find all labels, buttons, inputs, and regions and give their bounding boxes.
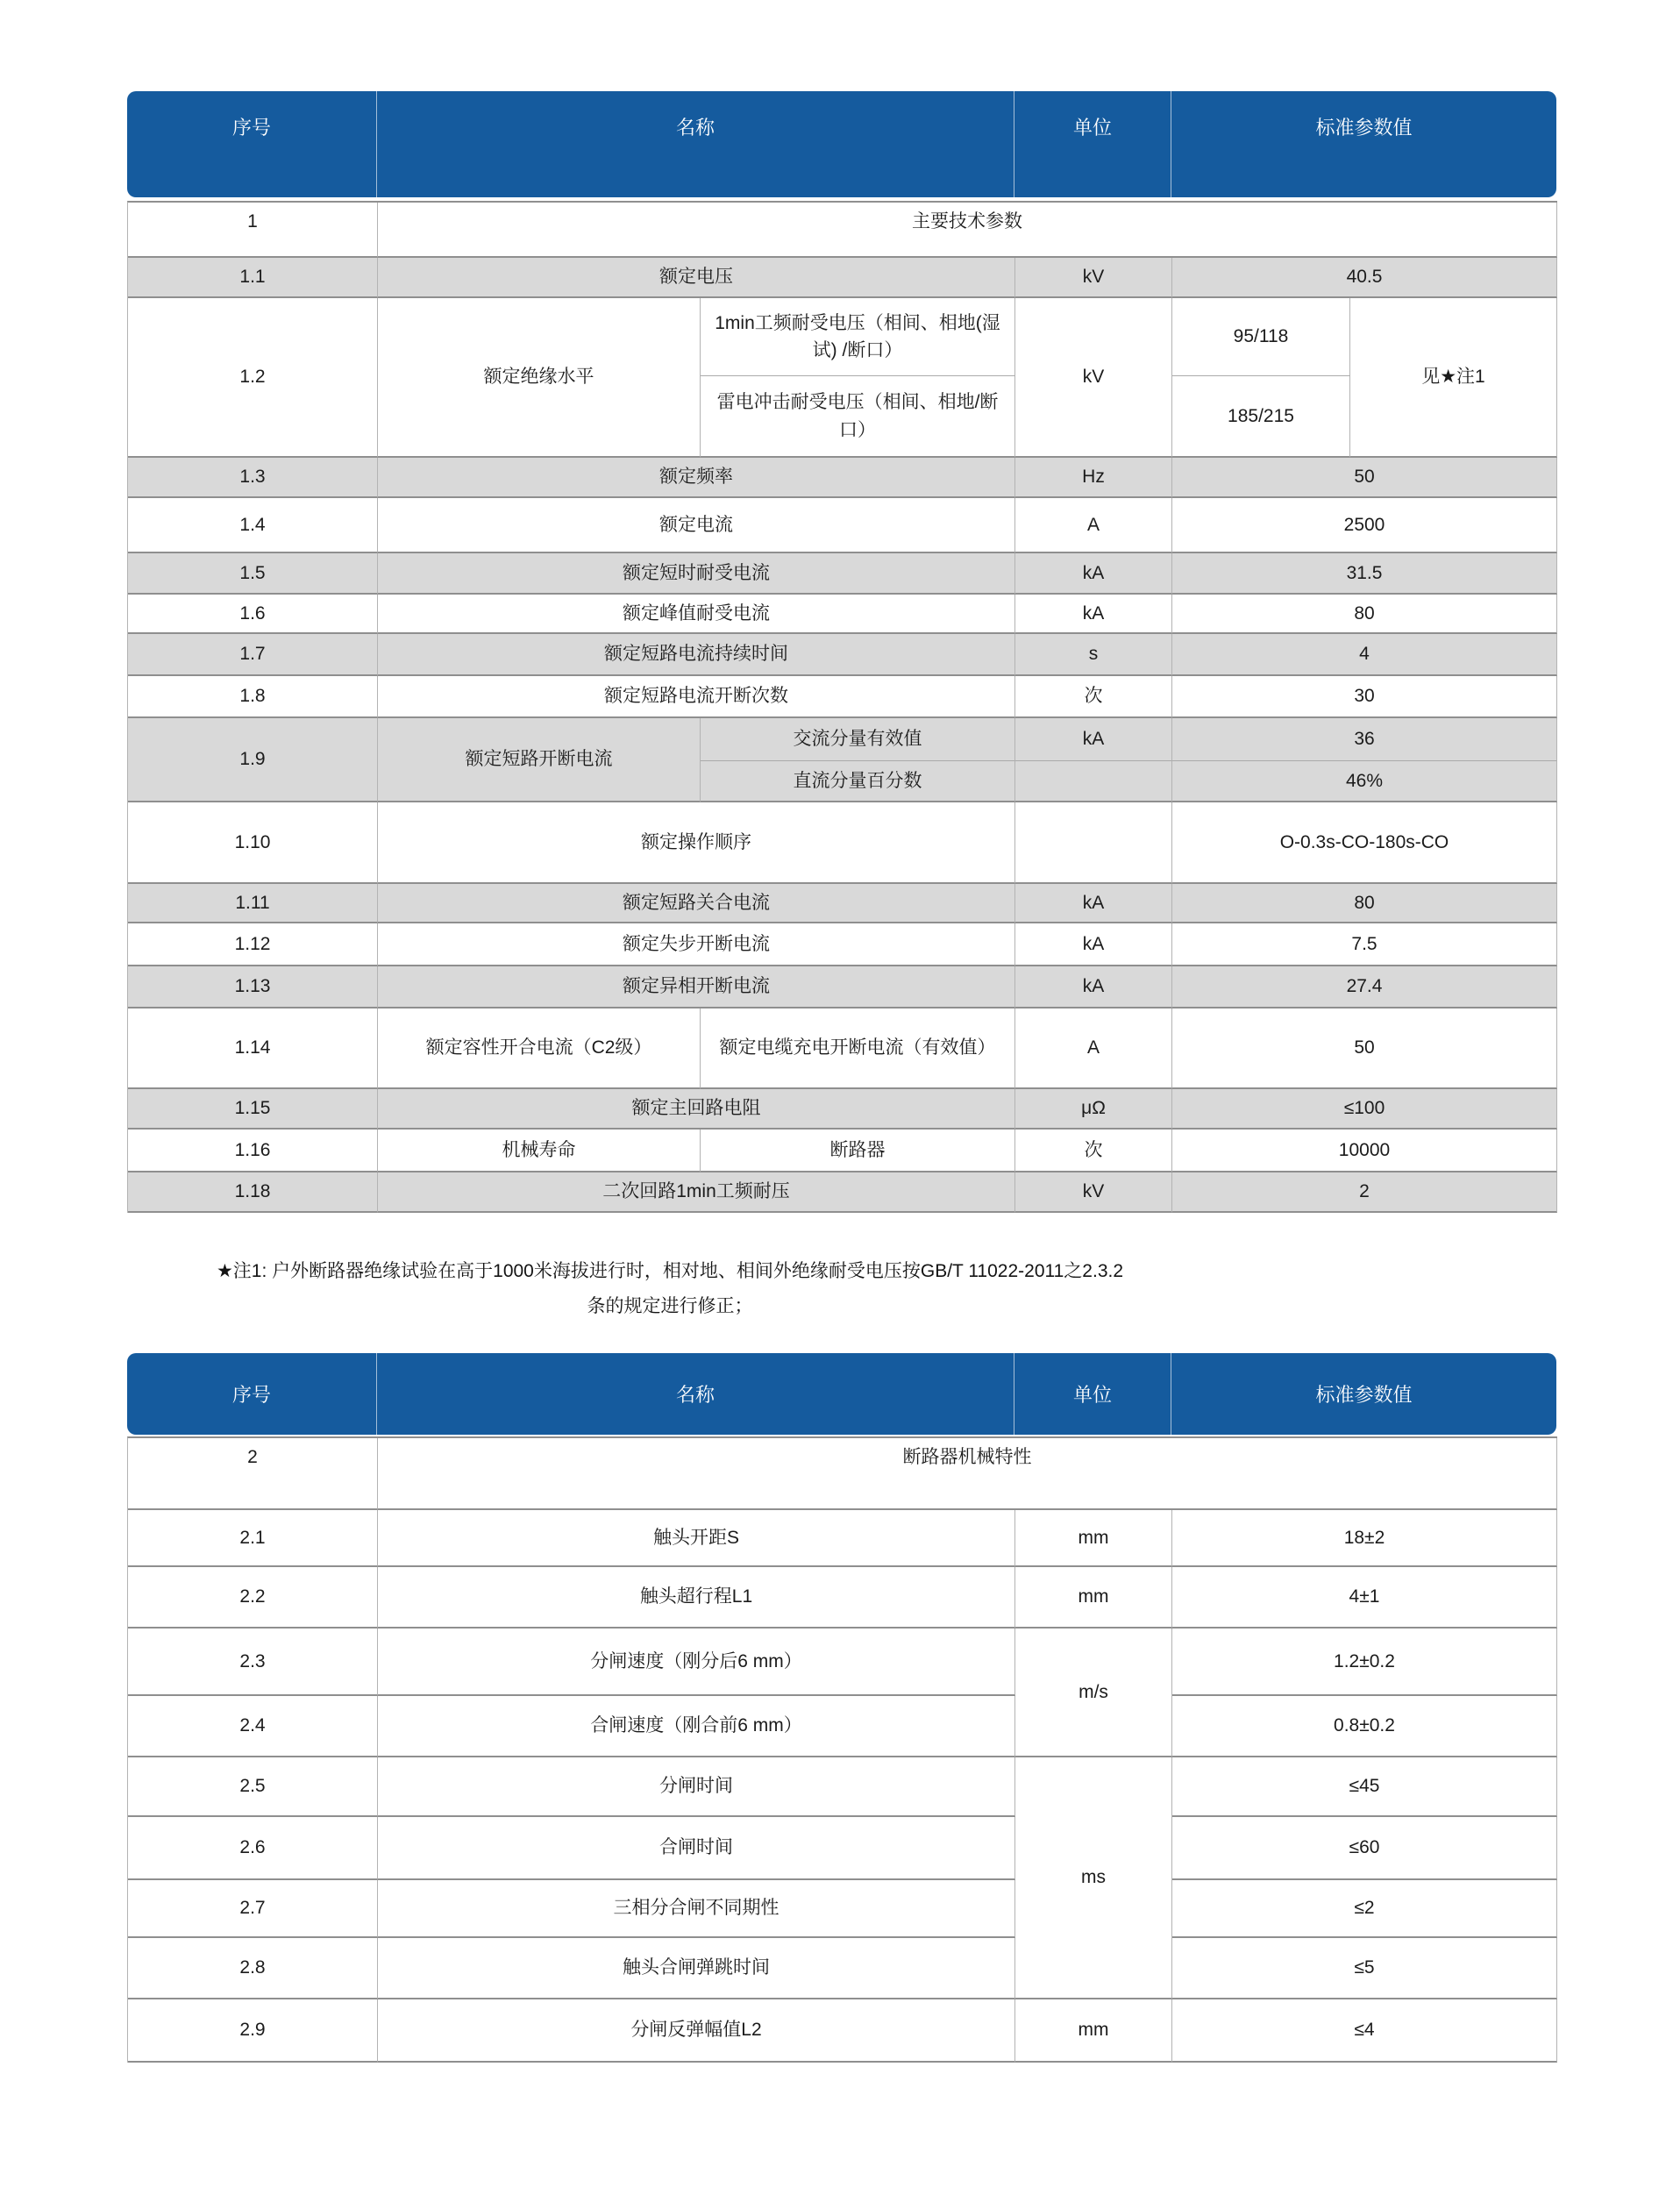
row-1.14-name-a: 额定容性开合电流（C2级） [378, 1008, 701, 1089]
row-1.11-unit: kA [1015, 884, 1172, 923]
row-2.2-name: 触头超行程L1 [378, 1567, 1015, 1629]
row-2.9-unit: mm [1015, 1999, 1172, 2063]
header2-col-serial: 序号 [127, 1353, 377, 1435]
row-1.7-name: 额定短路电流持续时间 [378, 634, 1015, 676]
row-2.4-name: 合闸速度（刚合前6 mm） [378, 1696, 1015, 1757]
row-1.6-unit: kA [1015, 595, 1172, 634]
footnote-1 [127, 1254, 1213, 1324]
header2-col-name: 名称 [377, 1353, 1014, 1435]
unit-speed-merged: m/s [1015, 1629, 1172, 1757]
row-2.1-name: 触头开距S [378, 1510, 1015, 1567]
row-1.15-name: 额定主回路电阻 [378, 1089, 1015, 1130]
row-1.11-value: 80 [1172, 884, 1557, 923]
row-1-serial: 1 [128, 203, 378, 258]
row-1.1-value: 40.5 [1172, 258, 1557, 298]
row-2.4-value: 0.8±0.2 [1172, 1696, 1557, 1757]
row-1.12-serial: 1.12 [128, 923, 378, 966]
row-2.3-serial: 2.3 [128, 1629, 378, 1696]
row-2.6-value: ≤60 [1172, 1817, 1557, 1880]
footnote-1-line-2: 条的规定进行修正； [587, 1296, 753, 1316]
row-2.8-value: ≤5 [1172, 1938, 1557, 1999]
row-1.12-value: 7.5 [1172, 923, 1557, 966]
row-1.5-serial: 1.5 [128, 553, 378, 595]
row-2.1-value: 18±2 [1172, 1510, 1557, 1567]
row-2.7-name: 三相分合闸不同期性 [378, 1880, 1015, 1938]
unit-time-merged: ms [1015, 1757, 1172, 1999]
row-2.3-name: 分闸速度（刚分后6 mm） [378, 1629, 1015, 1696]
row-1.9-subname-1: 交流分量有效值 [701, 718, 1015, 761]
row-1.16-serial: 1.16 [128, 1130, 378, 1172]
row-1.2-subname-1: 1min工频耐受电压（相间、相地(湿试) /断口） [701, 298, 1015, 376]
row-2.9-serial: 2.9 [128, 1999, 378, 2063]
row-1.2-subname-2: 雷电冲击耐受电压（相间、相地/断口） [701, 376, 1015, 458]
row-2.7-serial: 2.7 [128, 1880, 378, 1938]
row-1.13-name: 额定异相开断电流 [378, 966, 1015, 1008]
row-2.7-value: ≤2 [1172, 1880, 1557, 1938]
row-2.2-unit: mm [1015, 1567, 1172, 1629]
header-col-unit: 单位 [1014, 91, 1171, 197]
row-1.18-name: 二次回路1min工频耐压 [378, 1172, 1015, 1213]
row-1.4-serial: 1.4 [128, 498, 378, 553]
row-1.6-value: 80 [1172, 595, 1557, 634]
row-1.13-value: 27.4 [1172, 966, 1557, 1008]
row-1.5-name: 额定短时耐受电流 [378, 553, 1015, 595]
row-1.14-value: 50 [1172, 1008, 1557, 1089]
row-2-serial: 2 [128, 1438, 378, 1510]
row-1.3-unit: Hz [1015, 458, 1172, 498]
row-1.9-value-1: 36 [1172, 718, 1557, 761]
mechanical-table [127, 1436, 1557, 2063]
main-parameters-table [127, 201, 1557, 1213]
main-parameters-table-header [127, 91, 1556, 197]
row-2.2-value: 4±1 [1172, 1567, 1557, 1629]
row-1.13-serial: 1.13 [128, 966, 378, 1008]
row-1.8-name: 额定短路电流开断次数 [378, 676, 1015, 718]
row-1.13-unit: kA [1015, 966, 1172, 1008]
row-1.2-value-2: 185/215 [1172, 376, 1350, 458]
row-2.5-name: 分闸时间 [378, 1757, 1015, 1817]
row-1.8-unit: 次 [1015, 676, 1172, 718]
row-1.11-name: 额定短路关合电流 [378, 884, 1015, 923]
row-1.8-serial: 1.8 [128, 676, 378, 718]
footnote-1-line-1: ★注1: 户外断路器绝缘试验在高于1000米海拔进行时，相对地、相间外绝缘耐受电压按GB/T 11022-2011之2.3.2 [216, 1261, 1124, 1281]
row-1.9-unit-2-empty [1015, 761, 1172, 802]
row-2.5-serial: 2.5 [128, 1757, 378, 1817]
header-col-serial: 序号 [127, 91, 377, 197]
row-1.4-unit: A [1015, 498, 1172, 553]
row-1.8-value: 30 [1172, 676, 1557, 718]
row-1.3-name: 额定频率 [378, 458, 1015, 498]
mechanical-table-header [127, 1353, 1556, 1435]
header-col-name: 名称 [377, 91, 1014, 197]
row-2.6-name: 合闸时间 [378, 1817, 1015, 1880]
row-2.4-serial: 2.4 [128, 1696, 378, 1757]
row-1.15-unit: μΩ [1015, 1089, 1172, 1130]
row-1.3-value: 50 [1172, 458, 1557, 498]
row-1.1-name: 额定电压 [378, 258, 1015, 298]
row-2.9-value: ≤4 [1172, 1999, 1557, 2063]
row-1.5-unit: kA [1015, 553, 1172, 595]
row-2.1-serial: 2.1 [128, 1510, 378, 1567]
row-1.9-group-name: 额定短路开断电流 [378, 718, 701, 802]
row-1.18-serial: 1.18 [128, 1172, 378, 1213]
row-1.7-unit: s [1015, 634, 1172, 676]
header-col-value: 标准参数值 [1315, 117, 1413, 139]
row-2.8-name: 触头合闸弹跳时间 [378, 1938, 1015, 1999]
row-1.6-serial: 1.6 [128, 595, 378, 634]
row-1.15-value: ≤100 [1172, 1089, 1557, 1130]
row-1.2-group-name: 额定绝缘水平 [378, 298, 701, 458]
row-1.11-serial: 1.11 [128, 884, 378, 923]
row-1.10-name: 额定操作顺序 [378, 802, 1015, 884]
row-1.4-name: 额定电流 [378, 498, 1015, 553]
row-1.6-name: 额定峰值耐受电流 [378, 595, 1015, 634]
row-1.10-unit-empty [1015, 802, 1172, 884]
row-1.16-value: 10000 [1172, 1130, 1557, 1172]
header2-col-unit: 单位 [1014, 1353, 1171, 1435]
row-2.5-value: ≤45 [1172, 1757, 1557, 1817]
row-1.15-serial: 1.15 [128, 1089, 378, 1130]
row-2.9-name: 分闸反弹幅值L2 [378, 1999, 1015, 2063]
row-2.3-value: 1.2±0.2 [1172, 1629, 1557, 1696]
row-1.18-unit: kV [1015, 1172, 1172, 1213]
row-1.2-value-1: 95/118 [1172, 298, 1350, 376]
row-2.8-serial: 2.8 [128, 1938, 378, 1999]
row-1.7-value: 4 [1172, 634, 1557, 676]
row-1.10-value: O-0.3s-CO-180s-CO [1172, 802, 1557, 884]
row-1.2-unit: kV [1015, 298, 1172, 458]
row-1.18-value: 2 [1172, 1172, 1557, 1213]
row-1.9-unit-1: kA [1015, 718, 1172, 761]
row-1.9-serial: 1.9 [128, 718, 378, 802]
row-1.14-unit: A [1015, 1008, 1172, 1089]
row-1.1-serial: 1.1 [128, 258, 378, 298]
row-1.16-name-a: 机械寿命 [378, 1130, 701, 1172]
row-1.12-name: 额定失步开断电流 [378, 923, 1015, 966]
row-1.1-unit: kV [1015, 258, 1172, 298]
row-1.4-value: 2500 [1172, 498, 1557, 553]
row-1.14-serial: 1.14 [128, 1008, 378, 1089]
row-1.10-serial: 1.10 [128, 802, 378, 884]
row-1.2-note-ref: 见★注1 [1350, 298, 1557, 458]
row-1.12-unit: kA [1015, 923, 1172, 966]
row-1.14-name-b: 额定电缆充电开断电流（有效值） [701, 1008, 1015, 1089]
row-1.16-unit: 次 [1015, 1130, 1172, 1172]
header2-col-value: 标准参数值 [1315, 1384, 1413, 1406]
row-2-section-title: 断路器机械特性 [378, 1438, 1557, 1510]
row-1.16-name-b: 断路器 [701, 1130, 1015, 1172]
row-1.9-subname-2: 直流分量百分数 [701, 761, 1015, 802]
row-1.7-serial: 1.7 [128, 634, 378, 676]
row-2.6-serial: 2.6 [128, 1817, 378, 1880]
row-1-section-title: 主要技术参数 [378, 203, 1557, 258]
row-2.2-serial: 2.2 [128, 1567, 378, 1629]
row-1.9-value-2: 46% [1172, 761, 1557, 802]
row-2.1-unit: mm [1015, 1510, 1172, 1567]
row-1.5-value: 31.5 [1172, 553, 1557, 595]
row-1.3-serial: 1.3 [128, 458, 378, 498]
row-1.2-serial: 1.2 [128, 298, 378, 458]
